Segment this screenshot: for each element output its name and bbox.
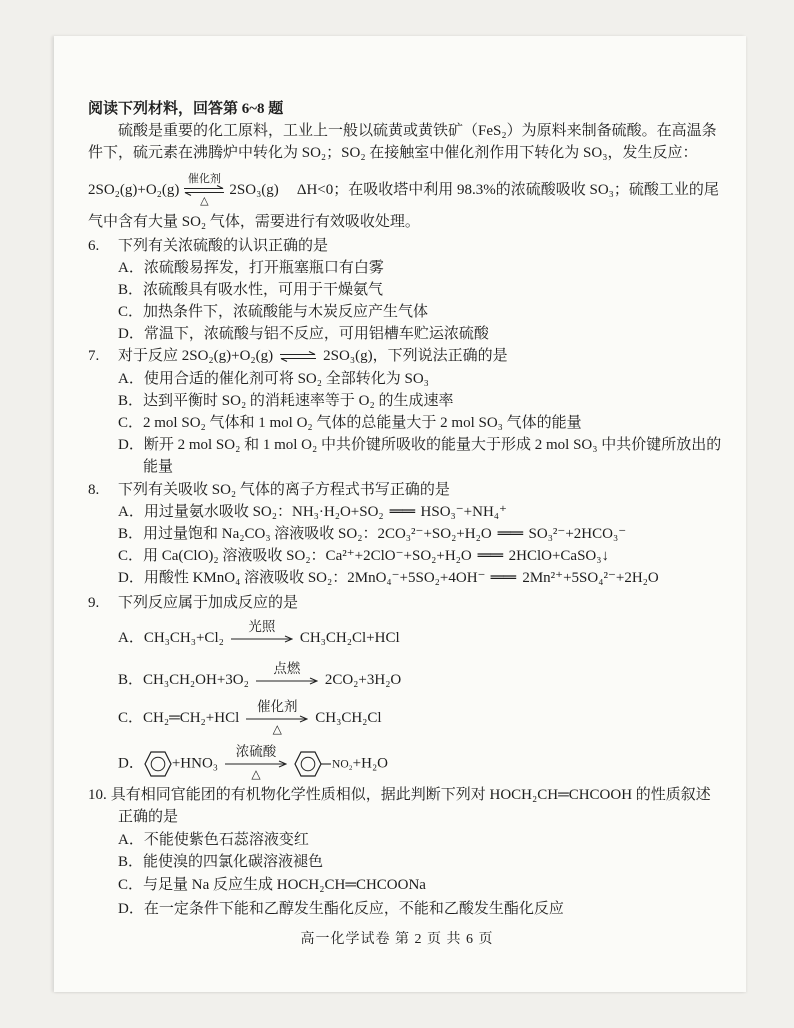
page-footer: 高一化学试卷 第 2 页 共 6 页 [300,932,494,947]
heat-condition: △ [200,195,209,208]
equation-lhs: 用酸性 KMnO₄ 溶液吸收 SO₂：2MnO₄⁻+5SO₂+4OH⁻ [143,570,486,586]
q10-option-b[interactable] [118,851,323,873]
option-text: 能使溴的四氯化碳溶液褪色 [143,854,324,870]
option-letter: D． [118,326,144,342]
q7-option-b[interactable] [118,390,453,412]
option-text: 与足量 Na 反应生成 HOCH₂CH═CHCOONa [143,877,426,893]
q10-option-a[interactable] [118,829,309,851]
question-stem: 下列有关吸收 SO₂ 气体的离子方程式书写正确的是 [118,482,450,498]
equation-continuation: ΔH<0；在吸收塔中利用 98.3%的浓硫酸吸收 SO₃；硫酸工业的尾 [296,182,719,198]
option-letter: A． [118,832,144,848]
option-text: 不能使紫色石蕊溶液变红 [143,832,309,848]
q9-option-a[interactable] [118,618,400,649]
option-text: 在一定条件下能和乙醇发生酯化反应，不能和乙酸发生酯化反应 [143,901,564,917]
q6-option-a[interactable] [118,257,384,279]
reaction-reactants: CH₃CH₃+Cl₂ [143,630,224,646]
equals-sign: ══ [477,548,503,564]
benzene-ring-icon [144,751,172,777]
equals-sign: ══ [389,504,415,520]
question-6-stem [88,235,328,257]
option-text: 浓硫酸易挥发，打开瓶塞瓶口有白雾 [143,260,384,276]
option-letter: D． [118,570,144,586]
question-stem-continuation: 正确的是 [118,809,179,825]
q6-option-d[interactable] [118,323,489,345]
reaction-arrow [256,660,318,685]
reaction-condition-top: 催化剂 [257,698,298,714]
q7-option-d[interactable] [118,434,721,456]
option-text: 达到平衡时 SO₂ 的消耗速率等于 O₂ 的生成速率 [143,393,454,409]
equals-sign: ══ [491,570,517,586]
reaction-reactants: CH₂═CH₂+HCl [143,710,240,726]
option-letter: B． [118,282,144,298]
right-arrow-icon [231,635,293,643]
q8-option-d[interactable] [118,567,659,589]
option-letter: A． [118,371,144,387]
question-9-stem [88,592,298,614]
question-number: 6. [88,238,100,254]
equilibrium-arrow [279,351,317,362]
material-equation-line [88,173,719,208]
nitro-substituent: NO₂ [332,758,353,771]
material-line: 件下，硫元素在沸腾炉中转化为 SO₂；SO₂ 在接触室中催化剂作用下转化为 SO₃，发生反应： [88,145,698,161]
reaction-condition-bottom: △ [272,721,282,736]
equation-rhs: HSO₃⁻+NH₄⁺ [420,504,507,520]
question-stem: 对于反应 2SO₂(g)+O₂(g) [118,348,274,364]
question-number: 10. [88,787,107,803]
option-letter: C． [118,415,144,431]
option-letter: C． [118,304,144,320]
option-letter: B． [118,672,144,688]
material-line: 硫酸是重要的化工原料，工业上一般以硫黄或黄铁矿（FeS₂）为原料来制备硫酸。在高温条 [118,123,717,139]
equilibrium-arrow [183,173,225,208]
question-number: 9. [88,595,100,611]
q7-option-d-continuation: 能量 [143,459,174,475]
option-letter: A． [118,504,144,520]
equation-lhs: 用过量饱和 Na₂CO₃ 溶液吸收 SO₂：2CO₃²⁻+SO₂+H₂O [143,526,492,542]
q8-option-c[interactable] [118,545,609,567]
q9-option-b[interactable] [118,660,402,691]
reaction-products: +H₂O [352,755,389,772]
q9-option-d[interactable] [118,744,389,781]
option-letter: C． [118,710,144,726]
reaction-condition-top: 浓硫酸 [235,744,277,759]
q7-option-a[interactable] [118,368,429,390]
reaction-reactants: +HNO₃ [171,755,219,772]
question-number: 8. [88,482,100,498]
option-text: 浓硫酸具有吸水性，可用于干燥氨气 [143,282,384,298]
option-letter: C． [118,548,144,564]
equation-lhs: 用 Ca(ClO)₂ 溶液吸收 SO₂：Ca²⁺+2ClO⁻+SO₂+H₂O [143,548,472,564]
option-text: 断开 2 mol SO₂ 和 1 mol O₂ 中共价键所吸收的能量大于形成 2 mol SO₃ 中共价键所放出的 [143,437,722,453]
option-text: 使用合适的催化剂可将 SO₂ 全部转化为 SO₃ [143,371,429,387]
q6-option-c[interactable] [118,301,428,323]
option-letter: D． [118,755,144,772]
reaction-condition-top: 点燃 [273,660,301,676]
question-stem: 下列有关浓硫酸的认识正确的是 [118,238,329,254]
option-text: 加热条件下，浓硫酸能与木炭反应产生气体 [143,304,429,320]
q8-option-a[interactable] [118,501,507,523]
equation-reactants: 2SO₂(g)+O₂(g) [88,182,180,198]
material-line: 气中含有大量 SO₂ 气体，需要进行有效吸收处理。 [88,214,420,230]
option-text: 常温下，浓硫酸与铝不反应，可用铝槽车贮运浓硫酸 [143,326,489,342]
option-letter: B． [118,526,144,542]
equation-products: 2SO₃(g) [229,182,279,198]
option-letter: B． [118,393,144,409]
reaction-products: CH₃CH₂Cl [315,710,382,726]
material-heading: 阅读下列材料，回答第 6~8 题 [88,101,284,117]
option-letter: D． [118,901,144,917]
equation-rhs: 2HClO+CaSO₃↓ [508,548,609,564]
equation-lhs: 用过量氨水吸收 SO₂：NH₃·H₂O+SO₂ [143,504,384,520]
equilibrium-arrow-icon [279,351,317,362]
question-8-stem [88,479,450,501]
q6-option-b[interactable] [118,279,383,301]
q9-option-c[interactable] [118,698,382,736]
question-10-stem [88,784,711,806]
reaction-arrow [225,744,287,781]
reaction-arrow [231,618,293,643]
reaction-arrow [246,698,308,736]
reaction-products: 2CO₂+3H₂O [324,672,402,688]
q10-option-c[interactable] [118,874,426,896]
q10-option-d[interactable] [118,898,564,920]
question-number: 7. [88,348,100,364]
question-stem: 下列反应属于加成反应的是 [118,595,299,611]
option-text: 2 mol SO₂ 气体和 1 mol O₂ 气体的总能量大于 2 mol SO₃ 气体的能量 [143,415,582,431]
option-letter: C． [118,877,144,893]
right-arrow-icon [256,677,318,685]
reaction-condition-top: 光照 [248,618,276,634]
reaction-condition-bottom: △ [251,767,261,781]
option-letter: A． [118,260,144,276]
option-letter: B． [118,854,144,870]
equation-rhs: SO₃²⁻+2HCO₃⁻ [528,526,627,542]
question-stem: 具有相同官能团的有机物化学性质相似，据此判断下列对 HOCH₂CH═CHCOOH 的性质叙述 [110,787,711,803]
benzene-ring-icon [294,751,332,777]
q7-option-c[interactable] [118,412,582,434]
option-letter: A． [118,630,144,646]
equals-sign: ══ [497,526,523,542]
option-letter: D． [118,437,144,453]
equation-rhs: 2Mn²⁺+5SO₄²⁻+2H₂O [522,570,659,586]
q8-option-b[interactable] [118,523,626,545]
catalyst-condition: 催化剂 [187,173,221,186]
question-7-stem [88,345,508,367]
reaction-reactants: CH₃CH₂OH+3O₂ [143,672,249,688]
question-stem: 2SO₃(g)，下列说法正确的是 [323,348,508,364]
reaction-products: CH₃CH₂Cl+HCl [299,630,400,646]
